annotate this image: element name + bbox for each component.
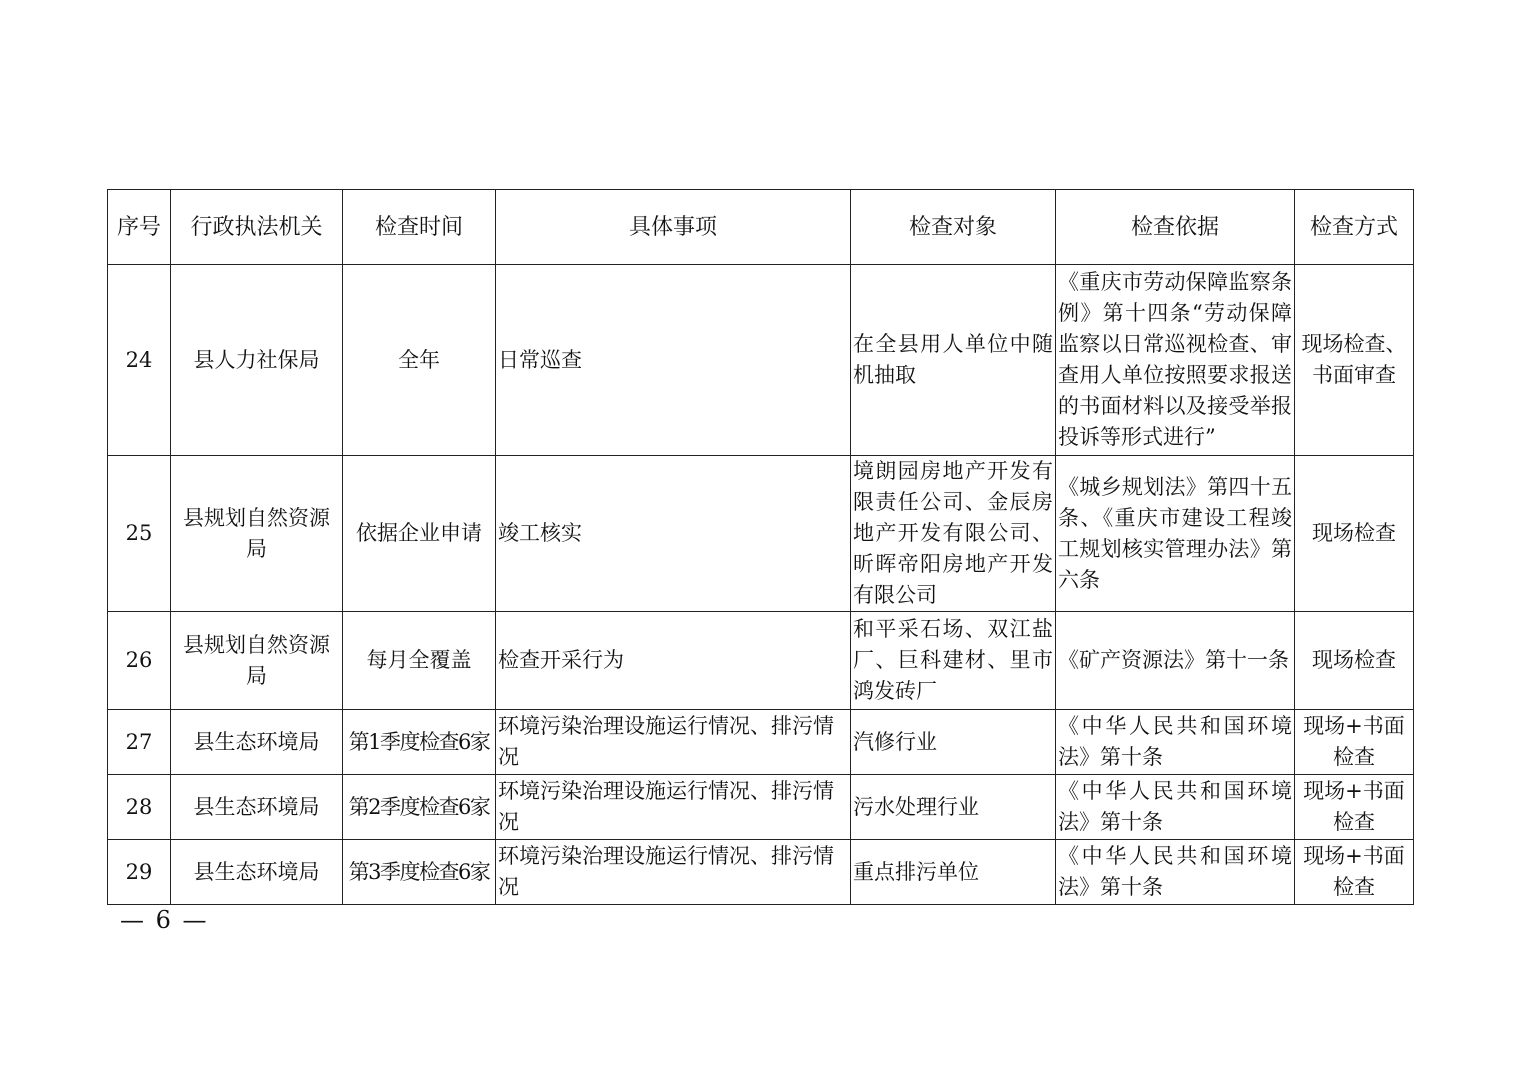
cell-specific-matter: 竣工核实	[496, 456, 851, 612]
cell-inspection-time: 依据企业申请	[343, 456, 496, 612]
cell-inspection-target: 和平采石场、双江盐厂、巨科建材、里市鸿发砖厂	[851, 612, 1056, 710]
header-inspection-basis: 检查依据	[1056, 190, 1295, 265]
page-number: — 6 —	[120, 906, 209, 934]
table-row	[108, 265, 1414, 456]
cell-inspection-time: 全年	[343, 265, 496, 456]
cell-inspection-method: 现场+书面检查	[1295, 710, 1414, 775]
cell-serial-no: 29	[108, 840, 171, 905]
cell-specific-matter: 环境污染治理设施运行情况、排污情况	[496, 840, 851, 905]
cell-inspection-basis: 《重庆市劳动保障监察条例》第十四条“劳动保障监察以日常巡视检查、审查用人单位按照要求报送的书面材料以及接受举报投诉等形式进行”	[1056, 265, 1295, 456]
header-inspection-time: 检查时间	[343, 190, 496, 265]
header-specific-matter: 具体事项	[496, 190, 851, 265]
header-inspection-method: 检查方式	[1295, 190, 1414, 265]
header-inspection-target: 检查对象	[851, 190, 1056, 265]
cell-inspection-time: 每月全覆盖	[343, 612, 496, 710]
cell-inspection-time: 第3季度检查6家	[343, 840, 496, 905]
table-row	[108, 710, 1414, 775]
cell-inspection-target: 境朗园房地产开发有限责任公司、金辰房地产开发有限公司、昕晖帝阳房地产开发有限公司	[851, 456, 1056, 612]
cell-inspection-time: 第2季度检查6家	[343, 775, 496, 840]
cell-inspection-target: 汽修行业	[851, 710, 1056, 775]
cell-inspection-method: 现场+书面检查	[1295, 775, 1414, 840]
cell-specific-matter: 环境污染治理设施运行情况、排污情况	[496, 775, 851, 840]
cell-agency: 县人力社保局	[171, 265, 343, 456]
cell-inspection-method: 现场+书面检查	[1295, 840, 1414, 905]
cell-agency: 县规划自然资源局	[171, 456, 343, 612]
cell-inspection-method: 现场检查	[1295, 456, 1414, 612]
table-row	[108, 840, 1414, 905]
table-row	[108, 612, 1414, 710]
cell-inspection-basis: 《城乡规划法》第四十五条、《重庆市建设工程竣工规划核实管理办法》第六条	[1056, 456, 1295, 612]
cell-inspection-basis: 《中华人民共和国环境法》第十条	[1056, 710, 1295, 775]
cell-inspection-basis: 《矿产资源法》第十一条	[1056, 612, 1295, 710]
cell-specific-matter: 环境污染治理设施运行情况、排污情况	[496, 710, 851, 775]
cell-inspection-target: 污水处理行业	[851, 775, 1056, 840]
cell-inspection-target: 重点排污单位	[851, 840, 1056, 905]
table-row	[108, 456, 1414, 612]
cell-serial-no: 28	[108, 775, 171, 840]
cell-agency: 县规划自然资源局	[171, 612, 343, 710]
cell-serial-no: 26	[108, 612, 171, 710]
cell-specific-matter: 检查开采行为	[496, 612, 851, 710]
cell-agency: 县生态环境局	[171, 775, 343, 840]
cell-serial-no: 25	[108, 456, 171, 612]
cell-serial-no: 27	[108, 710, 171, 775]
cell-inspection-method: 现场检查、书面审查	[1295, 265, 1414, 456]
cell-inspection-basis: 《中华人民共和国环境法》第十条	[1056, 840, 1295, 905]
table-row	[108, 775, 1414, 840]
cell-inspection-method: 现场检查	[1295, 612, 1414, 710]
cell-agency: 县生态环境局	[171, 840, 343, 905]
table-header-row	[108, 190, 1414, 265]
cell-serial-no: 24	[108, 265, 171, 456]
cell-inspection-target: 在全县用人单位中随机抽取	[851, 265, 1056, 456]
cell-inspection-basis: 《中华人民共和国环境法》第十条	[1056, 775, 1295, 840]
cell-agency: 县生态环境局	[171, 710, 343, 775]
header-agency: 行政执法机关	[171, 190, 343, 265]
cell-specific-matter: 日常巡查	[496, 265, 851, 456]
header-serial-no: 序号	[108, 190, 171, 265]
cell-inspection-time: 第1季度检查6家	[343, 710, 496, 775]
inspection-schedule-table	[107, 189, 1414, 905]
